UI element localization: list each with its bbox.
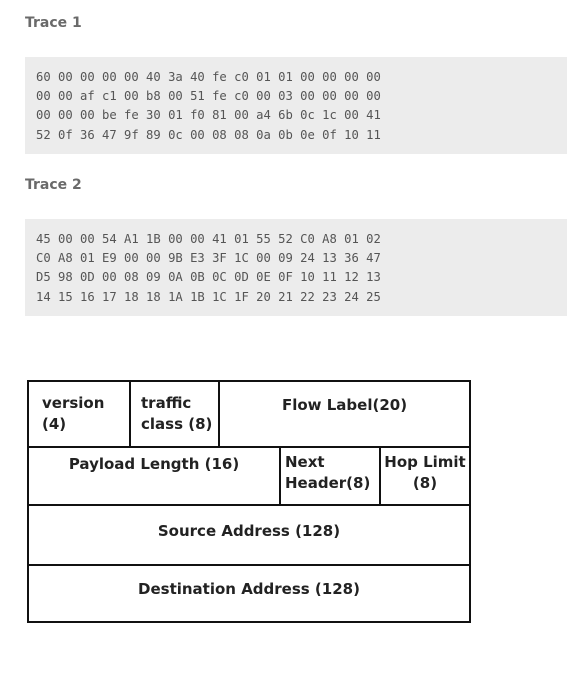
destination-address-field: Destination Address (128)	[138, 580, 360, 598]
trace-1-hex-block	[25, 57, 567, 154]
version-field-name: version	[42, 394, 105, 412]
column-divider	[129, 380, 131, 446]
version-field	[42, 393, 104, 435]
hex-line: 52 0f 36 47 9f 89 0c 00 08 08 0a 0b 0e 0f 10 11	[36, 127, 381, 142]
trace-2-title: Trace 2	[25, 177, 82, 193]
hex-line: D5 98 0D 00 08 09 0A 0B 0C 0D 0E 0F 10 11 12 13	[36, 270, 381, 285]
hex-line: 00 00 00 be fe 30 01 f0 81 00 a4 6b 0c 1c 00 41	[36, 108, 381, 123]
diagram-border-bottom	[27, 621, 471, 623]
next-header-field-bits: Header(8)	[285, 474, 371, 492]
traffic-class-field	[141, 393, 212, 435]
traffic-class-field-name: traffic	[141, 394, 192, 412]
hex-line: 14 15 16 17 18 18 1A 1B 1C 1F 20 21 22 23 24 25	[36, 289, 381, 304]
hop-limit-field-name: Hop Limit	[384, 453, 466, 471]
source-address-field: Source Address (128)	[157, 522, 341, 540]
hex-line: 00 00 af c1 00 b8 00 51 fe c0 00 03 00 00 00 00	[36, 89, 381, 104]
hex-line: C0 A8 01 E9 00 00 9B E3 3F 1C 00 09 24 13 36 47	[36, 251, 381, 266]
row-divider	[27, 564, 471, 566]
next-header-field-name: Next	[285, 453, 325, 471]
ipv6-header-diagram	[27, 380, 471, 623]
row-divider	[27, 504, 471, 506]
diagram-border-right	[469, 380, 471, 623]
version-field-bits: (4)	[42, 415, 67, 433]
hex-line: 60 00 00 00 00 40 3a 40 fe c0 01 01 00 00 00 00	[36, 70, 381, 84]
traffic-class-field-bits: class (8)	[141, 415, 213, 433]
trace-1-title: Trace 1	[25, 15, 82, 31]
hop-limit-field-bits: (8)	[412, 474, 438, 492]
flow-label-field: Flow Label(20)	[281, 396, 408, 414]
payload-length-field: Payload Length (16)	[68, 455, 240, 473]
trace-2-hex-block	[25, 219, 567, 316]
column-divider	[279, 446, 281, 504]
next-header-field	[285, 452, 370, 494]
row-divider	[27, 446, 471, 448]
hop-limit-field	[381, 452, 469, 494]
hex-line: 45 00 00 54 A1 1B 00 00 41 01 55 52 C0 A8 01 02	[36, 232, 381, 246]
diagram-border-top	[27, 380, 471, 382]
